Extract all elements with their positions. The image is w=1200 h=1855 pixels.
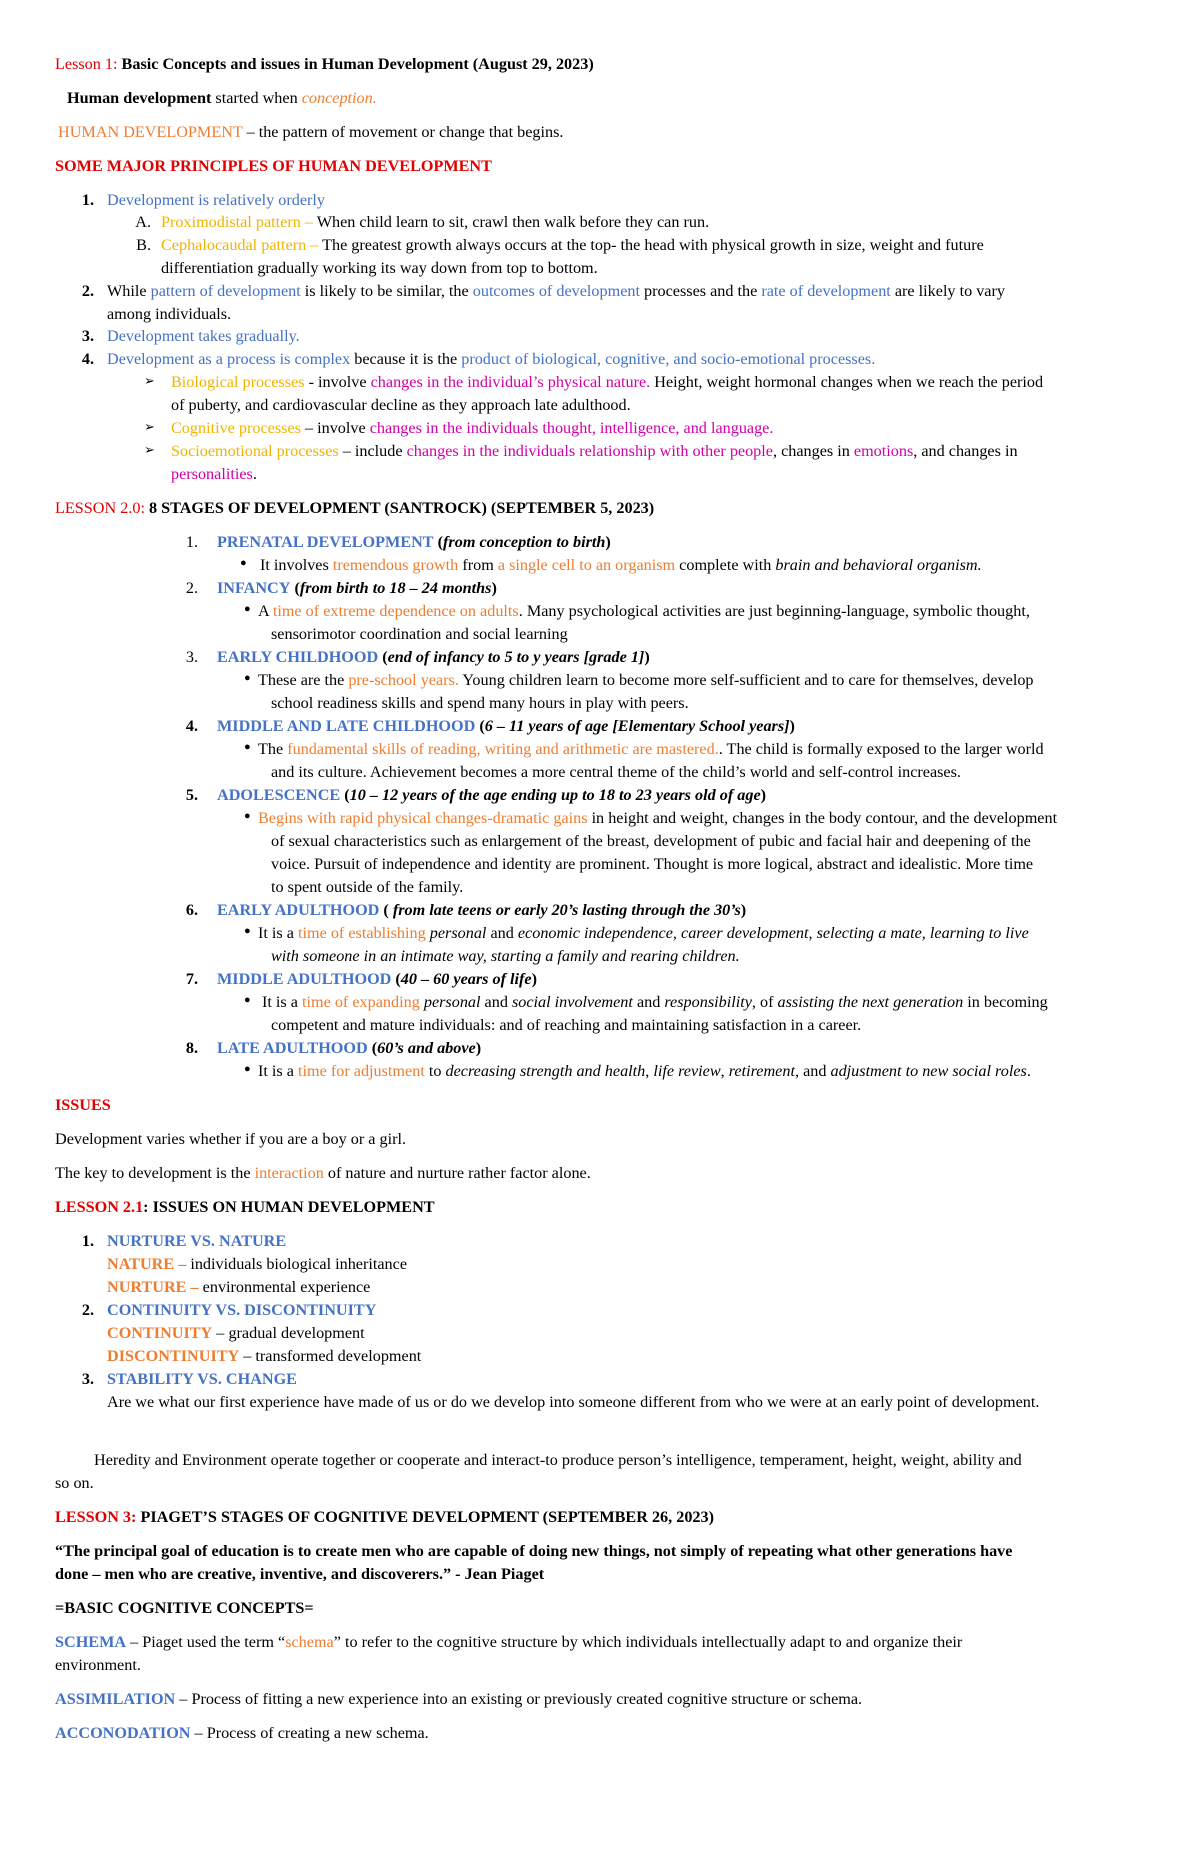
issue-1b: NURTURE – environmental experience	[107, 1278, 371, 1296]
socioemotional-processes-cont: personalities.	[171, 465, 257, 483]
bullet-icon: ●	[244, 603, 251, 615]
socioemotional-processes: Socioemotional processes – include changes in the individuals relationship with other people, changes in emotions, and changes in	[171, 442, 1018, 460]
stage-3-text: These are the pre-school years. Young children learn to become more self-sufficient and to care for themselves, develop	[258, 671, 1034, 689]
list-number: 2.	[81, 1301, 94, 1319]
biological-processes-cont: of puberty, and cardiovascular decline as they approach late adulthood.	[171, 396, 631, 414]
schema-definition-cont: environment.	[55, 1656, 141, 1674]
bullet-icon: ●	[244, 994, 251, 1006]
stage-7-text: It is a time of expanding personal and social involvement and responsibility, of assisting the next generation in becoming	[262, 993, 1048, 1011]
schema-definition: SCHEMA – Piaget used the term “schema” to refer to the cognitive structure by which individuals intellectually adapt to and organize their	[55, 1633, 963, 1651]
piaget-quote-2: done – men who are creative, inventive, and discoverers.” - Jean Piaget	[55, 1565, 545, 1583]
principle-1: Development is relatively orderly	[107, 191, 326, 209]
issues-line-1: Development varies whether if you are a boy or a girl.	[55, 1130, 407, 1148]
accommodation-definition: ACCONODATION – Process of creating a new schema.	[55, 1724, 429, 1742]
stage-4-cont: and its culture. Achievement becomes a more central theme of the child’s world and self-control increases.	[271, 763, 961, 781]
lesson2-heading: LESSON 2.0: 8 STAGES OF DEVELOPMENT (SANTROCK) (SEPTEMBER 5, 2023)	[55, 499, 655, 517]
piaget-quote-1: “The principal goal of education is to create men who are capable of doing new things, not simply of repeating what other generations have	[55, 1542, 1013, 1560]
issues-heading: ISSUES	[55, 1096, 111, 1114]
stage-4-title: MIDDLE AND LATE CHILDHOOD (6 – 11 years of age [Elementary School years])	[217, 717, 795, 735]
list-letter: A.	[135, 213, 151, 231]
list-number: 4.	[81, 350, 94, 368]
arrow-bullet-icon: ➢	[144, 373, 155, 388]
heredity-paragraph: Heredity and Environment operate together or cooperate and interact-to produce person’s intelligence, temperament, height, weight, ability and	[94, 1451, 1022, 1469]
list-number: 3.	[185, 648, 198, 666]
stage-4-text: The fundamental skills of reading, writing and arithmetic are mastered.. The child is formally exposed to the larger world	[258, 740, 1044, 758]
stage-2-cont: sensorimotor coordination and social learning	[271, 625, 568, 643]
issue-3: STABILITY VS. CHANGE	[107, 1370, 297, 1388]
issue-2b: DISCONTINUITY – transformed development	[107, 1347, 422, 1365]
stage-5-cont-1: of sexual characteristics such as enlargement of the breast, development of pubic and facial hair and deepening of the	[271, 832, 1031, 850]
principle-3: Development takes gradually.	[107, 327, 300, 345]
concepts-heading: =BASIC COGNITIVE CONCEPTS=	[55, 1599, 314, 1617]
principle-1a: Proximodistal pattern – When child learn to sit, crawl then walk before they can run.	[161, 213, 710, 231]
stage-2-text: A time of extreme dependence on adults. Many psychological activities are just beginning-language, symbolic thought,	[258, 602, 1030, 620]
bullet-icon: ●	[244, 1063, 251, 1075]
bullet-icon: ●	[240, 557, 247, 569]
principle-2: While pattern of development is likely to be similar, the outcomes of development processes and the rate of development are likely to vary	[107, 282, 1005, 300]
stage-3-title: EARLY CHILDHOOD (end of infancy to 5 to y years [grade 1])	[217, 648, 650, 666]
stage-8-title: LATE ADULTHOOD (60’s and above)	[217, 1039, 482, 1057]
stage-8-text: It is a time for adjustment to decreasing strength and health, life review, retirement, and adjustment to new social roles.	[258, 1062, 1031, 1080]
issue-2a: CONTINUITY – gradual development	[107, 1324, 365, 1342]
list-number: 4.	[185, 717, 198, 735]
list-number: 5.	[185, 786, 198, 804]
list-number: 1.	[81, 191, 94, 209]
principle-4: Development as a process is complex because it is the product of biological, cognitive, and socio-emotional processes.	[107, 350, 876, 368]
issue-1: NURTURE VS. NATURE	[107, 1232, 287, 1250]
human-development-start: Human development started when conception.	[67, 89, 377, 107]
stage-5-title: ADOLESCENCE (10 – 12 years of the age ending up to 18 to 23 years old of age)	[217, 786, 767, 804]
stage-7-cont: competent and mature individuals: and of reaching and maintaining satisfaction in a career.	[271, 1016, 862, 1034]
principle-1b: Cephalocaudal pattern – The greatest growth always occurs at the top- the head with physical growth in size, weight and future	[161, 236, 984, 254]
bullet-icon: ●	[244, 810, 251, 822]
arrow-bullet-icon: ➢	[144, 442, 155, 457]
list-number: 1.	[185, 533, 198, 551]
stage-6-text: It is a time of establishing personal and economic independence, career development, selecting a mate, learning to live	[258, 924, 1029, 942]
lesson21-heading: LESSON 2.1: ISSUES ON HUMAN DEVELOPMENT	[55, 1198, 435, 1216]
cognitive-processes: Cognitive processes – involve changes in the individuals thought, intelligence, and language.	[171, 419, 774, 437]
stage-7-title: MIDDLE ADULTHOOD (40 – 60 years of life)	[217, 970, 538, 988]
stage-3-cont: school readiness skills and spend many hours in play with peers.	[271, 694, 689, 712]
list-number: 6.	[185, 901, 198, 919]
list-number: 1.	[81, 1232, 94, 1250]
stage-5-cont-3: to spent outside of the family.	[271, 878, 464, 896]
stage-2-title: INFANCY (from birth to 18 – 24 months)	[217, 579, 497, 597]
assimilation-definition: ASSIMILATION – Process of fitting a new experience into an existing or previously created cognitive structure or schema.	[55, 1690, 863, 1708]
list-number: 8.	[185, 1039, 198, 1057]
biological-processes: Biological processes - involve changes in the individual’s physical nature. Height, weight hormonal changes when we reach the period	[171, 373, 1044, 391]
principle-1b-cont: differentiation gradually working its way down from top to bottom.	[161, 259, 598, 277]
stage-6-cont: with someone in an intimate way, starting a family and rearing children.	[271, 947, 740, 965]
issue-1a: NATURE – individuals biological inheritance	[107, 1255, 408, 1273]
lesson3-heading: LESSON 3: PIAGET’S STAGES OF COGNITIVE DEVELOPMENT (SEPTEMBER 26, 2023)	[55, 1508, 715, 1526]
lesson1-heading: Lesson 1: Basic Concepts and issues in Human Development (August 29, 2023)	[55, 55, 594, 73]
issues-line-2: The key to development is the interaction of nature and nurture rather factor alone.	[55, 1164, 591, 1182]
issue-2: CONTINUITY VS. DISCONTINUITY	[107, 1301, 377, 1319]
heredity-paragraph-cont: so on.	[55, 1474, 94, 1492]
bullet-icon: ●	[244, 672, 251, 684]
stage-1-title: PRENATAL DEVELOPMENT (from conception to birth)	[217, 533, 611, 551]
list-number: 2.	[185, 579, 198, 597]
list-number: 2.	[81, 282, 94, 300]
list-number: 7.	[185, 970, 198, 988]
human-development-definition: HUMAN DEVELOPMENT – the pattern of movement or change that begins.	[58, 123, 564, 141]
list-letter: B.	[136, 236, 151, 254]
arrow-bullet-icon: ➢	[144, 419, 155, 434]
stage-6-title: EARLY ADULTHOOD ( from late teens or early 20’s lasting through the 30’s)	[217, 901, 747, 919]
list-number: 3.	[81, 1370, 94, 1388]
principles-heading: SOME MAJOR PRINCIPLES OF HUMAN DEVELOPMENT	[55, 157, 492, 175]
stage-1-text: It involves tremendous growth from a single cell to an organism complete with brain and behavioral organism.	[260, 556, 982, 574]
issue-3-text: Are we what our first experience have made of us or do we develop into someone different from who we were at an early point of development.	[107, 1393, 1040, 1411]
stage-5-text: Begins with rapid physical changes-dramatic gains in height and weight, changes in the body contour, and the development	[258, 809, 1058, 827]
stage-5-cont-2: voice. Pursuit of independence and identity are prominent. Thought is more logical, abstract and idealistic. More time	[271, 855, 1034, 873]
principle-2-cont: among individuals.	[107, 305, 232, 323]
list-number: 3.	[81, 327, 94, 345]
bullet-icon: ●	[244, 925, 251, 937]
bullet-icon: ●	[244, 741, 251, 753]
